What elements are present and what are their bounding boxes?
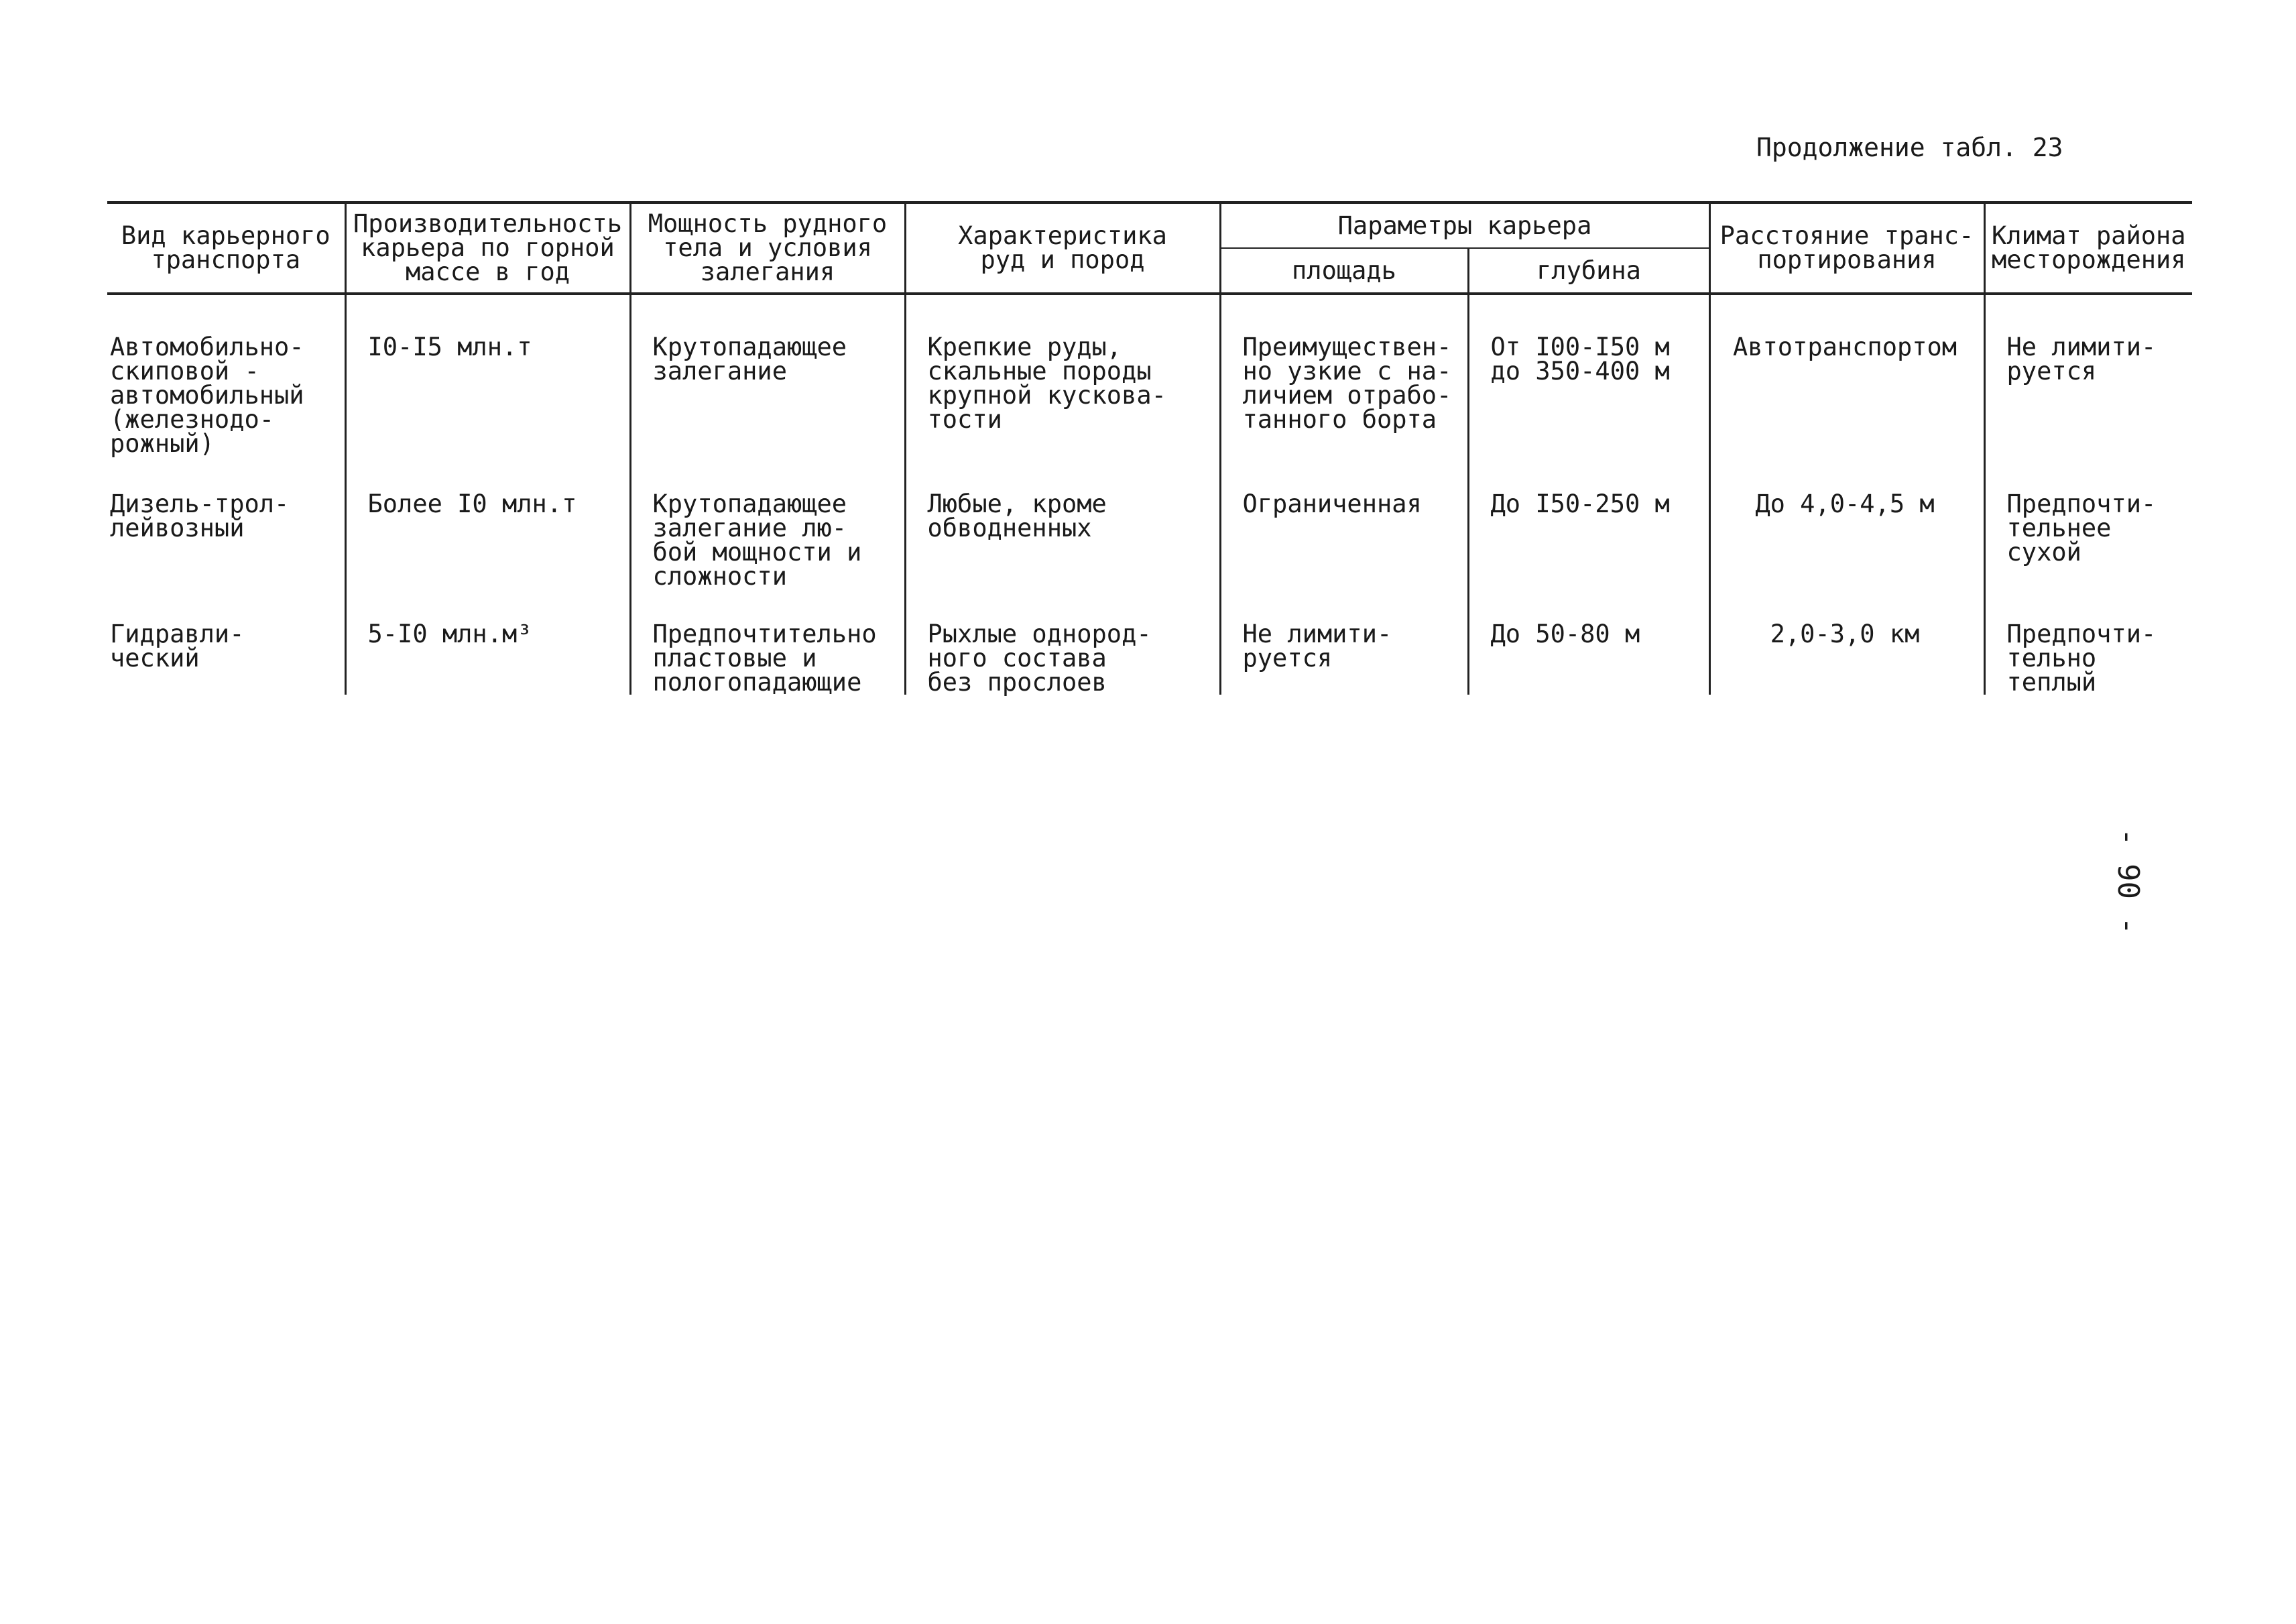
cell-area: Не лимити- руется xyxy=(1220,622,1468,695)
cell-climate: Предпочти- тельнее сухой xyxy=(1984,492,2192,622)
table-row xyxy=(107,294,2192,492)
cell-ore-body: Предпочтительно пластовые и пологопадающие xyxy=(630,622,905,695)
cell-distance: 2,0-3,0 км xyxy=(1709,622,1984,695)
table-row xyxy=(107,492,2192,622)
cell-climate: Предпочти- тельно теплый xyxy=(1984,622,2192,695)
cell-productivity: Более I0 млн.т xyxy=(345,492,630,622)
header-depth: глубина xyxy=(1468,248,1709,294)
cell-ore-body: Крутопадающее залегание xyxy=(630,294,905,492)
cell-ore-characteristics: Рыхлые однород- ного состава без прослоев xyxy=(905,622,1220,695)
cell-depth: До I50-250 м xyxy=(1468,492,1709,622)
cell-distance: До 4,0-4,5 м xyxy=(1709,492,1984,622)
header-pit-parameters: Параметры карьера xyxy=(1220,202,1709,248)
cell-climate: Не лимити- руется xyxy=(1984,294,2192,492)
table-caption: Продолжение табл. 23 xyxy=(1756,133,2063,162)
header-productivity: Производительность карьера по горной массе в год xyxy=(345,202,630,294)
cell-transport: Дизель-трол- лейвозный xyxy=(110,489,290,542)
cell-productivity: I0-I5 млн.т xyxy=(345,294,630,492)
header-distance: Расстояние транс- портирования xyxy=(1709,202,1984,294)
transport-table xyxy=(107,201,2192,695)
cell-transport: Автомобильно- скиповой - автомобильный (железнодо- рожный) xyxy=(110,333,304,458)
header-area: площадь xyxy=(1220,248,1468,294)
table-row xyxy=(107,622,2192,695)
transport-table-container xyxy=(107,201,2192,695)
table-body xyxy=(107,294,2192,695)
cell-depth: От I00-I50 м до 350-400 м xyxy=(1468,294,1709,492)
header-row-top xyxy=(107,202,2192,248)
header-climate: Климат района месторождения xyxy=(1984,202,2192,294)
cell-ore-characteristics: Крепкие руды, скальные породы крупной кускова- тости xyxy=(905,294,1220,492)
cell-ore-body: Крутопадающее залегание лю- бой мощности и сложности xyxy=(630,492,905,622)
page-number: - 90 - xyxy=(2111,828,2145,935)
cell-area: Ограниченная xyxy=(1220,492,1468,622)
cell-productivity: 5-I0 млн.м³ xyxy=(345,622,630,695)
header-ore-body: Мощность рудного тела и условия залегания xyxy=(630,202,905,294)
table-header xyxy=(107,202,2192,294)
cell-ore-characteristics: Любые, кроме обводненных xyxy=(905,492,1220,622)
cell-distance: Автотранспортом xyxy=(1709,294,1984,492)
cell-depth: До 50-80 м xyxy=(1468,622,1709,695)
cell-transport: Гидравли- ческий xyxy=(110,620,245,673)
cell-area: Преимуществен- но узкие с на- личием отрабо- танного борта xyxy=(1220,294,1468,492)
header-ore-characteristics: Характеристика руд и пород xyxy=(905,202,1220,294)
header-transport: Вид карьерного транспорта xyxy=(107,202,345,294)
